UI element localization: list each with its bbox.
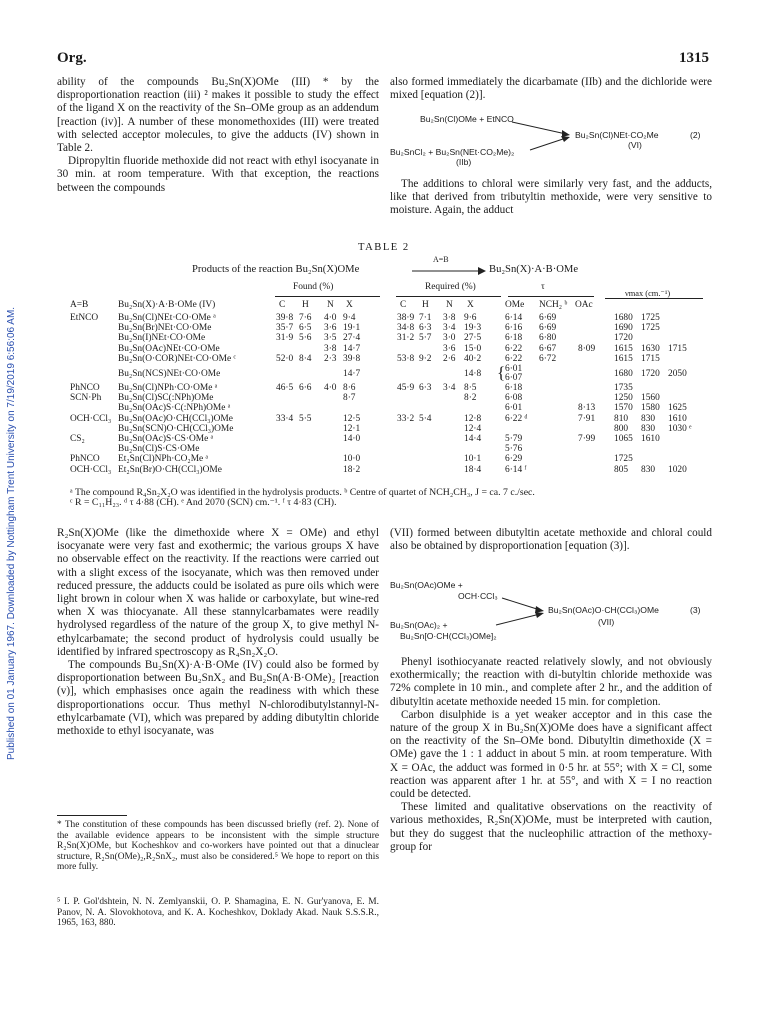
required-cell: 8·2 bbox=[464, 393, 477, 404]
required-cell: 3·8 bbox=[443, 313, 456, 323]
acceptor-cell: PhNCO bbox=[70, 454, 100, 465]
required-cell: 14·4 bbox=[464, 434, 482, 444]
found-cell: 39·8 bbox=[276, 313, 294, 323]
table-title-left: Products of the reaction Bu₂Sn(X)OMe bbox=[192, 264, 360, 275]
nch2-cell: 6·69 bbox=[539, 313, 557, 323]
found-cell: 3·8 bbox=[324, 343, 337, 354]
required-cell: 6·3 bbox=[419, 383, 432, 393]
vmax-cell: 1680 bbox=[614, 369, 633, 379]
vmax-cell: 830 bbox=[641, 423, 656, 434]
reactant-2a: Bu₂Sn(OAc)₂ + bbox=[390, 620, 448, 630]
vmax-cell: 830 bbox=[641, 413, 656, 424]
acceptor-cell: SCN·Ph bbox=[70, 393, 102, 404]
required-cell: 15·0 bbox=[464, 343, 482, 354]
vmax-cell: 1630 bbox=[641, 343, 660, 354]
nch2-cell: 6·72 bbox=[539, 353, 557, 364]
vmax-cell: 1030 ᵉ bbox=[668, 423, 692, 434]
ome-cell: 6·29 bbox=[505, 454, 523, 465]
vmax-cell: 2050 bbox=[668, 369, 687, 379]
reactant-2-label: (IIb) bbox=[456, 157, 472, 167]
page-number: 1315 bbox=[679, 50, 709, 66]
required-cell: 5·4 bbox=[419, 413, 432, 424]
table-column-header: N bbox=[327, 300, 334, 310]
paragraph: The compounds Bu₂Sn(X)·A·B·OMe (IV) could also be formed by disproportionation between Bu₂SnX₂ and Bu₂Sn(A·B·OMe)₂ [reaction (v)], which emphasises once again the readiness with which these disproportionations occur. Thus methyl N-chlorodibutylstannyl-N-ethylcarbamate (VI), which was prepared by adding dibutyltin chloride methoxide to ethyl isocyanate, was bbox=[57, 659, 379, 738]
vmax-cell: 1715 bbox=[668, 343, 687, 354]
table-column-header: OMe bbox=[505, 300, 525, 310]
table-column-header: NCH₂ ᵇ bbox=[539, 300, 568, 310]
nch2-cell: 6·67 bbox=[539, 343, 557, 354]
oac-cell: 7·91 bbox=[578, 413, 596, 424]
vmax-cell: 1580 bbox=[641, 403, 660, 414]
found-cell: 33·4 bbox=[276, 413, 294, 424]
vmax-cell: 800 bbox=[614, 423, 629, 434]
found-cell: 18·2 bbox=[343, 464, 361, 475]
vmax-cell: 1715 bbox=[641, 353, 660, 364]
vmax-cell: 810 bbox=[614, 413, 629, 424]
compound-cell: Bu₂Sn(Br)NEt·CO·OMe bbox=[118, 323, 212, 334]
brace-icon: { bbox=[497, 363, 506, 382]
compound-cell: Bu₂Sn(Cl)SC(:NPh)OMe bbox=[118, 393, 214, 404]
compound-cell: Bu₂Sn(NCS)NEt·CO·OMe bbox=[118, 369, 221, 379]
product-label: (VII) bbox=[598, 617, 615, 627]
footnote-star: * The constitution of these compounds has been discussed briefly (ref. 2). None of the available evidence appears to be inconsistent with the simple structure R₂Sn(X)OMe, but Kocheshkov and co-workers have pointed out that a dinuclear structure, R₂Sn(OMe)₂,R₂SnX₂, must also be considered.⁵ We hope to report on this more fully. bbox=[57, 820, 379, 873]
compound-cell: Bu₂Sn(O·COR)NEt·CO·OMe ᶜ bbox=[118, 353, 236, 364]
journal-section: Org. bbox=[57, 50, 87, 66]
nch2-cell: 6·80 bbox=[539, 333, 557, 344]
reactant-2b: Bu₂Sn[O·CH(CCl₃)OMe]₂ bbox=[400, 631, 497, 641]
table-column-header: C bbox=[279, 300, 286, 310]
found-cell: 5·6 bbox=[299, 333, 312, 344]
table-column-header: C bbox=[400, 300, 407, 310]
oac-cell: 7·99 bbox=[578, 434, 596, 444]
ome-cell: 5·79 bbox=[505, 434, 523, 444]
ome-cell: 5·76 bbox=[505, 444, 523, 455]
compound-cell: Bu₂Sn(SCN)O·CH(CCl₃)OMe bbox=[118, 423, 234, 434]
found-cell: 8·7 bbox=[343, 393, 356, 404]
required-cell: 10·1 bbox=[464, 454, 482, 465]
compound-cell: Et₂Sn(Cl)NPh·CO₂Me ᵃ bbox=[118, 454, 209, 465]
reactant-2: Bu₂SnCl₂ + Bu₂Sn(NEt·CO₂Me)₂ bbox=[390, 147, 515, 157]
found-cell: 8·6 bbox=[343, 383, 356, 393]
required-cell: 12·4 bbox=[464, 423, 482, 434]
vmax-cell: 1625 bbox=[668, 403, 687, 414]
table-title-right: Bu₂Sn(X)·A·B·OMe bbox=[489, 264, 579, 275]
required-header: Required (%) bbox=[425, 282, 476, 292]
vmax-cell: 1560 bbox=[641, 393, 660, 404]
compound-cell: Bu₂Sn(OAc)O·CH(CCl₃)OMe bbox=[118, 413, 233, 424]
vmax-cell: 1020 bbox=[668, 464, 687, 475]
found-cell: 10·0 bbox=[343, 454, 361, 465]
ome-cell: 6·22 bbox=[505, 353, 523, 364]
required-cell: 5·7 bbox=[419, 333, 432, 344]
acceptor-cell: OCH·CCl₃ bbox=[70, 464, 112, 475]
required-cell: 2·6 bbox=[443, 353, 456, 364]
required-cell: 45·9 bbox=[397, 383, 415, 393]
required-cell: 53·8 bbox=[397, 353, 415, 364]
acceptor-cell: CS₂ bbox=[70, 434, 85, 444]
required-cell: 3·4 bbox=[443, 323, 456, 334]
ome-cell: 6·18 bbox=[505, 333, 523, 344]
compound-cell: Bu₂Sn(Cl)S·CS·OMe bbox=[118, 444, 200, 455]
required-cell: 40·2 bbox=[464, 353, 482, 364]
compound-cell: Et₂Sn(Br)O·CH(CCl₃)OMe bbox=[118, 464, 222, 475]
paragraph: also formed immediately the dicarbamate (IIb) and the dichloride were mixed [equation (2)]. bbox=[390, 76, 712, 102]
table-column-header: N bbox=[446, 300, 453, 310]
required-cell: 8·5 bbox=[464, 383, 477, 393]
product-label: (VI) bbox=[628, 140, 642, 150]
table-column-header: H bbox=[422, 300, 429, 310]
vmax-cell: 830 bbox=[641, 464, 656, 475]
required-cell: 14·8 bbox=[464, 369, 482, 379]
found-cell: 7·6 bbox=[299, 313, 312, 323]
ome-cell: 6·07 bbox=[505, 373, 523, 383]
compound-cell: Bu₂Sn(OAc)NEt·CO·OMe bbox=[118, 343, 220, 354]
equation-number: (2) bbox=[690, 130, 701, 140]
ome-cell: 6·22 bbox=[505, 343, 523, 354]
vmax-cell: 1680 bbox=[614, 313, 633, 323]
table-column-header: Bu₂Sn(X)·A·B·OMe (IV) bbox=[118, 300, 216, 310]
found-cell: 8·4 bbox=[299, 353, 312, 364]
table-footnote-2: ᶜ R = C₁₁H₂₃. ᵈ τ 4·88 (CH). ᵉ And 2070 (SCN) cm.⁻¹. ᶠ τ 4·83 (CH). bbox=[70, 497, 337, 508]
paragraph: ability of the compounds Bu₂Sn(X)OMe (III) * by the disproportionation reaction (iii) ² makes it possible to study the effect of the ligand X on the reactivity of the Sn–OMe group as an addendum [reaction (iv)]. A number of these monomethoxides (III) were treated with selected acceptor molecules, to give the adducts (IV) shown in Table 2. bbox=[57, 76, 379, 155]
product: Bu₂Sn(OAc)O·CH(CCl₃)OMe bbox=[548, 605, 659, 615]
bottom-right-column bbox=[390, 656, 712, 854]
vmax-cell: 1250 bbox=[614, 393, 633, 404]
oac-cell: 8·13 bbox=[578, 403, 596, 414]
reactant-1a: Bu₂Sn(OAc)OMe + bbox=[390, 580, 463, 590]
ome-cell: 6·22 ᵈ bbox=[505, 413, 528, 424]
found-cell: 19·1 bbox=[343, 323, 361, 334]
found-cell: 2·3 bbox=[324, 353, 337, 364]
equation-number: (3) bbox=[690, 605, 701, 615]
tau-header: τ bbox=[541, 282, 545, 292]
required-cell: 31·2 bbox=[397, 333, 415, 344]
required-cell: 12·8 bbox=[464, 413, 482, 424]
reactant-1b: OCH·CCl₃ bbox=[458, 591, 498, 601]
found-header: Found (%) bbox=[293, 282, 334, 292]
required-cell: 7·1 bbox=[419, 313, 432, 323]
vmax-cell: 1735 bbox=[614, 383, 633, 393]
vmax-cell: 1615 bbox=[614, 353, 633, 364]
vmax-cell: 1720 bbox=[614, 333, 633, 344]
compound-cell: Bu₂Sn(Cl)NPh·CO·OMe ᵃ bbox=[118, 383, 218, 393]
found-cell: 14·7 bbox=[343, 343, 361, 354]
required-cell: 6·3 bbox=[419, 323, 432, 334]
table-caption: TABLE 2 bbox=[358, 242, 410, 253]
footnote-reference: ⁵ I. P. Gol'dshtein, N. N. Zemlyanskii, O. P. Shamagina, E. N. Gur'yanova, E. M. Panov, N. A. Slovokhotova, and K. A. Kocheshkov, Doklady Akad. Nauk S.S.S.R., 1965, 163, 880. bbox=[57, 897, 379, 929]
paragraph: (VII) formed between dibutyltin acetate methoxide and chloral could also be obtained by disproportionation [equation (3)]. bbox=[390, 527, 712, 553]
found-cell: 35·7 bbox=[276, 323, 294, 334]
vmax-cell: 1720 bbox=[641, 369, 660, 379]
vmax-cell: 1725 bbox=[641, 323, 660, 334]
ome-cell: 6·18 bbox=[505, 383, 523, 393]
required-cell: 3·6 bbox=[443, 343, 456, 354]
vmax-cell: 1610 bbox=[641, 434, 660, 444]
required-cell: 38·9 bbox=[397, 313, 415, 323]
required-cell: 19·3 bbox=[464, 323, 482, 334]
ome-cell: 6·01 bbox=[505, 364, 523, 374]
found-cell: 3·6 bbox=[324, 323, 337, 334]
table-footnote-1: ᵃ The compound R₄Sn₂X₂O was identified in the hydrolysis products. ᵇ Centre of quartet of NCH₂CH₃, J = ca. 7 c./sec. bbox=[70, 487, 535, 498]
required-cell: 3·4 bbox=[443, 383, 456, 393]
ome-cell: 6·01 bbox=[505, 403, 523, 414]
paragraph: The additions to chloral were similarly very fast, and the adducts, like that derived from tributyltin methoxide, were very sensitive to moisture. Again, the adduct bbox=[390, 178, 712, 217]
found-cell: 3·5 bbox=[324, 333, 337, 344]
nch2-cell: 6·69 bbox=[539, 323, 557, 334]
paragraph: Dipropyltin fluoride methoxide did not react with ethyl isocyanate in 30 min. at room temperature. With that exception, the reactions between the compounds bbox=[57, 155, 379, 194]
vmax-cell: 1725 bbox=[641, 313, 660, 323]
table-column-header: A=B bbox=[70, 300, 89, 310]
compound-cell: Bu₂Sn(OAc)S·CS·OMe ᵃ bbox=[118, 434, 214, 444]
found-cell: 27·4 bbox=[343, 333, 361, 344]
found-cell: 12·1 bbox=[343, 423, 361, 434]
compound-cell: Bu₂Sn(Cl)NEt·CO·OMe ᵃ bbox=[118, 313, 216, 323]
found-cell: 12·5 bbox=[343, 413, 361, 424]
required-cell: 27·5 bbox=[464, 333, 482, 344]
oac-cell: 8·09 bbox=[578, 343, 596, 354]
required-cell: 34·8 bbox=[397, 323, 415, 334]
required-cell: 18·4 bbox=[464, 464, 482, 475]
found-cell: 14·0 bbox=[343, 434, 361, 444]
vmax-cell: 1690 bbox=[614, 323, 633, 334]
table-column-header: X bbox=[346, 300, 353, 310]
found-cell: 5·5 bbox=[299, 413, 312, 424]
found-cell: 14·7 bbox=[343, 369, 361, 379]
download-notice: Published on 01 January 1967. Downloaded by Nottingham Trent University on 7/19/2019 6:56:06 AM. bbox=[6, 306, 17, 760]
vmax-cell: 1725 bbox=[614, 454, 633, 465]
ome-cell: 6·08 bbox=[505, 393, 523, 404]
found-cell: 6·6 bbox=[299, 383, 312, 393]
paragraph: These limited and qualitative observations on the reactivity of various methoxides, R₂Sn(X)OMe, must be interpreted with caution, but they do suggest that the nucleophilic attraction of the methoxy-group for bbox=[390, 801, 712, 853]
vmax-cell: 1615 bbox=[614, 343, 633, 354]
paragraph: R₂Sn(X)OMe (like the dimethoxide where X = OMe) and ethyl isocyanate were very fast and exothermic; the various groups X have no observable effect on the reactivity. If the reactions were carried out with a slight excess of the isocyanate, which was then removed under reduced pressure, the adducts could be isolated as pure oils which were light brown in colour when X was halide or carboxylate, but wine-red when X was thiocyanate. All these stannylcarbamates were readily hydrolysed regardless of the nature of the group X, to give methyl N-ethylcarbamate; the second product of hydrolysis could usually be identified by infrared spectroscopy as R₄Sn₂X₂O. bbox=[57, 527, 379, 658]
found-cell: 4·0 bbox=[324, 383, 337, 393]
table-column-header: OAc bbox=[575, 300, 593, 310]
compound-cell: Bu₂Sn(I)NEt·CO·OMe bbox=[118, 333, 206, 344]
ome-cell: 6·16 bbox=[505, 323, 523, 334]
found-cell: 4·0 bbox=[324, 313, 337, 323]
compound-cell: Bu₂Sn(OAc)S·C(:NPh)OMe ᵃ bbox=[118, 403, 231, 414]
required-cell: 33·2 bbox=[397, 413, 415, 424]
vmax-cell: 1610 bbox=[668, 413, 687, 424]
vmax-cell: 1570 bbox=[614, 403, 633, 414]
found-cell: 6·5 bbox=[299, 323, 312, 334]
product: Bu₂Sn(Cl)NEt·CO₂Me bbox=[575, 130, 659, 140]
paragraph: Phenyl isothiocyanate reacted relatively slowly, and not obviously exothermically; the reaction with di-butyltin chloride methoxide was 72% complete in 10 min., and complete after 2 hr., and the addition of dibutyltin acetate methoxide needed 15 min. for completion. bbox=[390, 656, 712, 708]
acceptor-cell: EtNCO bbox=[70, 313, 99, 323]
required-cell: 9·6 bbox=[464, 313, 477, 323]
found-cell: 39·8 bbox=[343, 353, 361, 364]
found-cell: 46·5 bbox=[276, 383, 294, 393]
required-cell: 9·2 bbox=[419, 353, 432, 364]
table-column-header: X bbox=[467, 300, 474, 310]
found-cell: 52·0 bbox=[276, 353, 294, 364]
vmax-cell: 805 bbox=[614, 464, 629, 475]
acceptor-cell: OCH·CCl₃ bbox=[70, 413, 112, 424]
vmax-cell: 1065 bbox=[614, 434, 633, 444]
table-column-header: H bbox=[302, 300, 309, 310]
ome-cell: 6·14 ᶠ bbox=[505, 464, 527, 475]
found-cell: 9·4 bbox=[343, 313, 356, 323]
acceptor-cell: PhNCO bbox=[70, 383, 100, 393]
vmax-header: νmax (cm.⁻¹) bbox=[625, 289, 671, 298]
paragraph: Carbon disulphide is a yet weaker acceptor and in this case the nature of the group X in Bu₂Sn(X)OMe does have a significant affect on the reactivity of the Sn–OMe bond. Dibutyltin dimethoxide (X = OMe) gave the 1 : 1 adduct in about 5 min. at room temperature. With X = OAc, the adduct was formed in 0·5 hr. at 55°; with X = Cl, some reaction was apparent after 1 hr. at 55°, and with X = I no reaction could be detected. bbox=[390, 708, 712, 801]
reactant-1: Bu₂Sn(Cl)OMe + EtNCO bbox=[420, 114, 514, 124]
ome-cell: 6·14 bbox=[505, 313, 523, 323]
table-arrow-label: A=B bbox=[433, 255, 449, 264]
found-cell: 31·9 bbox=[276, 333, 294, 344]
required-cell: 3·0 bbox=[443, 333, 456, 344]
